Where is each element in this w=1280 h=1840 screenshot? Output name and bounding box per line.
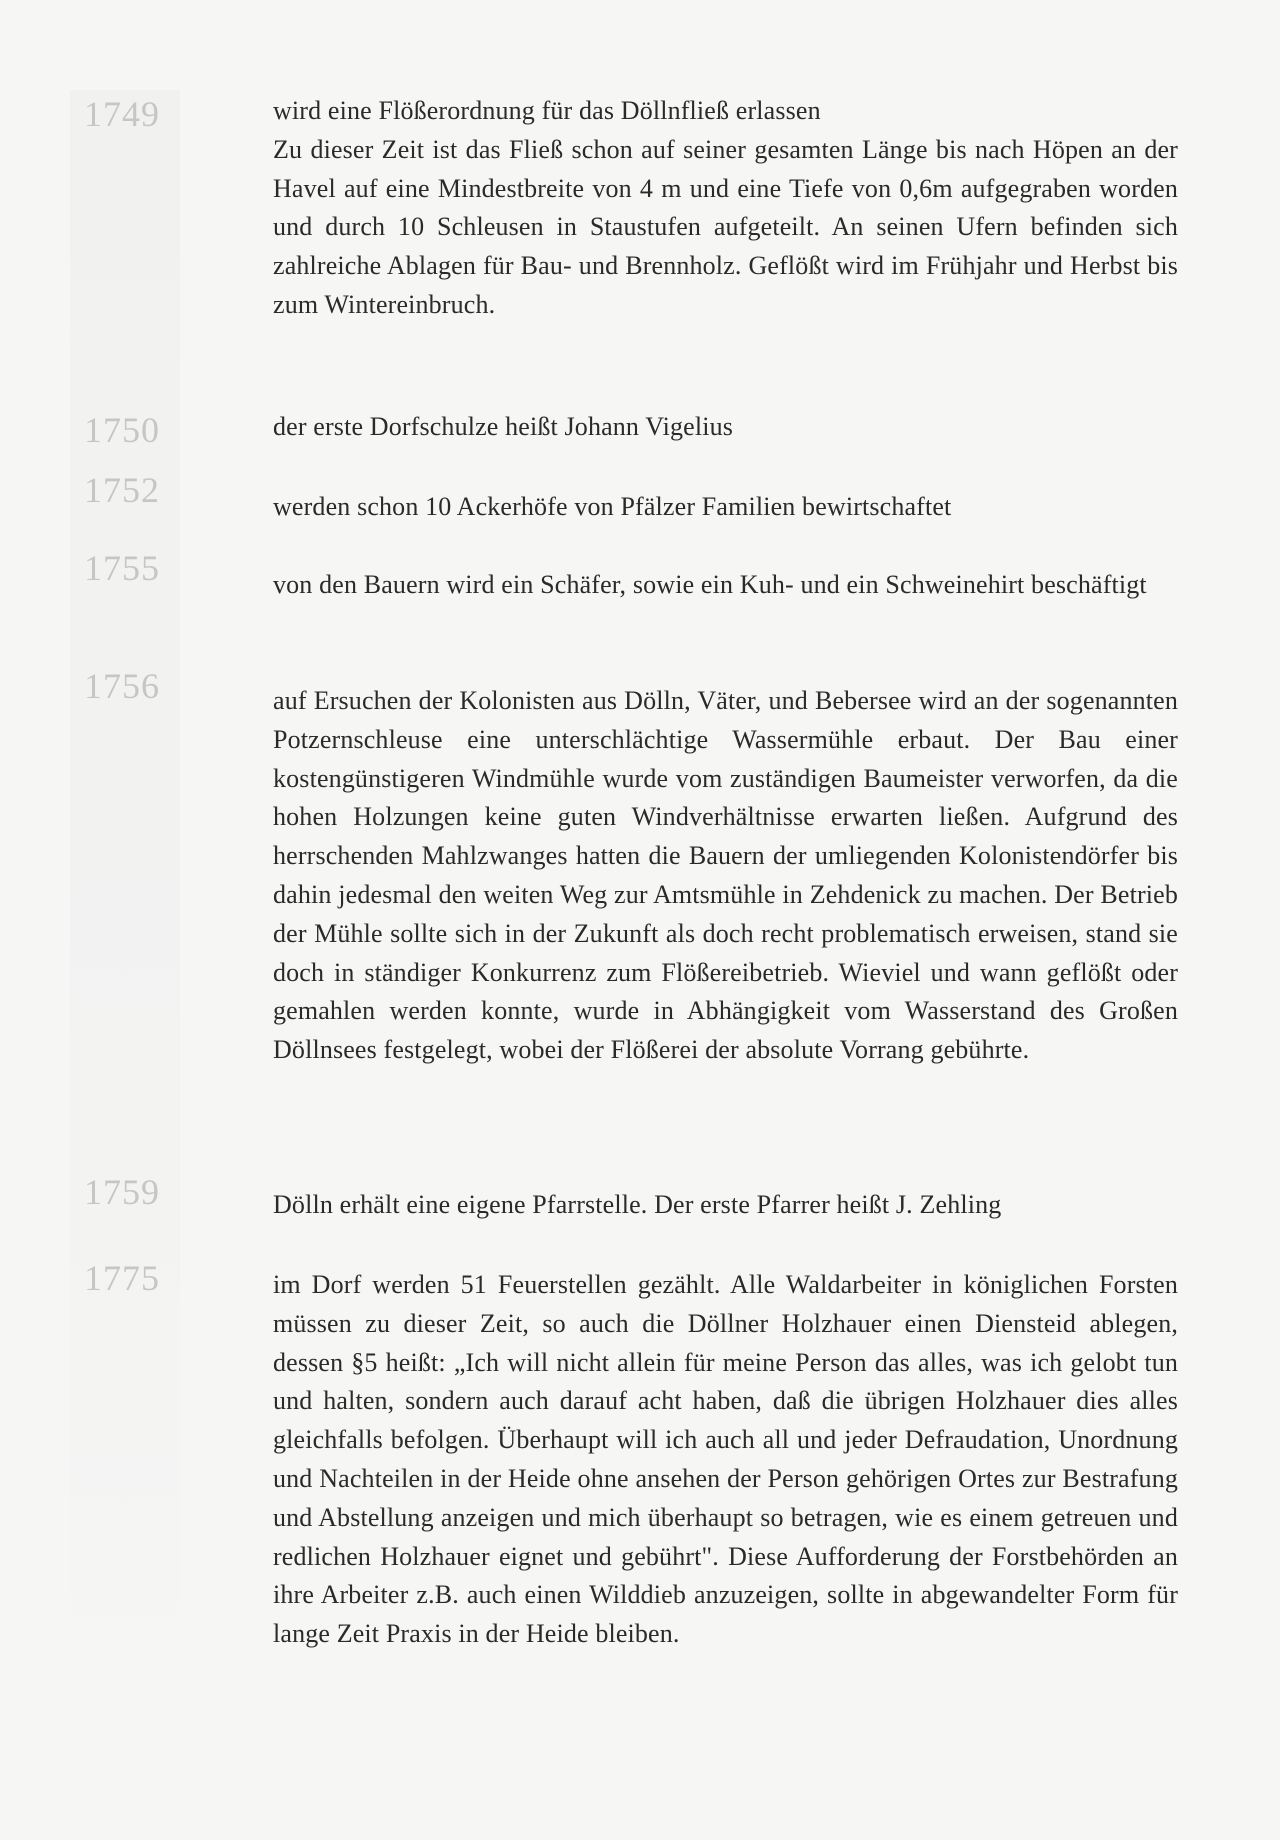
entry-text [273,566,1178,605]
year-label: 1775 [84,1258,160,1298]
year-label: 1752 [84,470,160,510]
year-label: 1755 [84,548,160,588]
entry-paragraph: der erste Dorfschulze heißt Johann Vigelius [273,412,734,441]
entry-text [273,1186,1178,1225]
entry-text [273,408,1178,447]
entry-text [273,682,1178,1070]
year-label: 1750 [84,410,160,450]
entry-paragraph: auf Ersuchen der Kolonisten aus Dölln, Väter, und Bebersee wird an der sogenannten Potzernschleuse eine unterschlächtige Wassermühle erbaut. Der Bau einer kostengünstigeren Windmühle wurde vom zuständigen Baumeister verworfen, da die hohen Holzungen keine guten Windverhältnisse erwarten ließen. Aufgrund des herrschenden Mahlzwanges hatten die Bauern der umliegenden Kolonistendörfer bis dahin jedesmal den weiten Weg zur Amtsmühle in Zehdenick zu machen. Der Betrieb der Mühle sollte sich in der Zukunft als doch recht problematisch erweisen, stand sie doch in ständiger Konkurrenz zum Flößereibetrieb. Wieviel und wann geflößt oder gemahlen werden konnte, wurde in Abhängigkeit vom Wasserstand des Großen Döllnsees festgelegt, wobei der Flößerei der absolute Vorrang gebührte. [273,686,1178,1065]
entry-paragraph: Zu dieser Zeit ist das Fließ schon auf seiner gesamten Länge bis nach Höpen an der Havel auf eine Mindestbreite von 4 m und eine Tiefe von 0,6m aufgegraben worden und durch 10 Schleusen in Staustufen aufgeteilt. An seinen Ufern befinden sich zahlreiche Ablagen für Bau- und Brennholz. Geflößt wird im Frühjahr und Herbst bis zum Wintereinbruch. [273,134,1178,319]
entry-paragraph: von den Bauern wird ein Schäfer, sowie ein Kuh- und ein Schweinehirt beschäftigt [273,570,1147,599]
year-label: 1749 [84,94,160,134]
entry-paragraph: Dölln erhält eine eigene Pfarrstelle. Der erste Pfarrer heißt J. Zehling [273,1190,1002,1219]
entry-text [273,1266,1178,1654]
entry-line: wird eine Flößerordnung für das Döllnfließ erlassen [273,96,821,125]
year-label: 1759 [84,1172,160,1212]
entry-text [273,92,1178,325]
entry-paragraph: im Dorf werden 51 Feuerstellen gezählt. Alle Waldarbeiter in königlichen Forsten müssen zu dieser Zeit, so auch die Döllner Holzhauer einen Diensteid ablegen, dessen §5 heißt: „Ich will nicht allein für meine Person das alles, was ich gelobt tun und halten, sondern auch darauf acht haben, daß die übrigen Holzhauer dies alles gleichfalls befolgen. Überhaupt will ich auch all und jeder Defraudation, Unordnung und Nachteilen in der Heide ohne ansehen der Person gehörigen Ortes zur Bestrafung und Abstellung anzeigen und mich überhaupt so betragen, wie es einem getreuen und redlichen Holzhauer eignet und gebührt". Diese Aufforderung der Forstbehörden an ihre Arbeiter z.B. auch einen Wilddieb anzuzeigen, sollte in abgewandelter Form für lange Zeit Praxis in der Heide bleiben. [273,1270,1178,1649]
year-label: 1756 [84,666,160,706]
year-column-background [70,90,180,1710]
entry-paragraph: werden schon 10 Ackerhöfe von Pfälzer Familien bewirtschaftet [273,492,952,521]
entry-text [273,488,1178,527]
